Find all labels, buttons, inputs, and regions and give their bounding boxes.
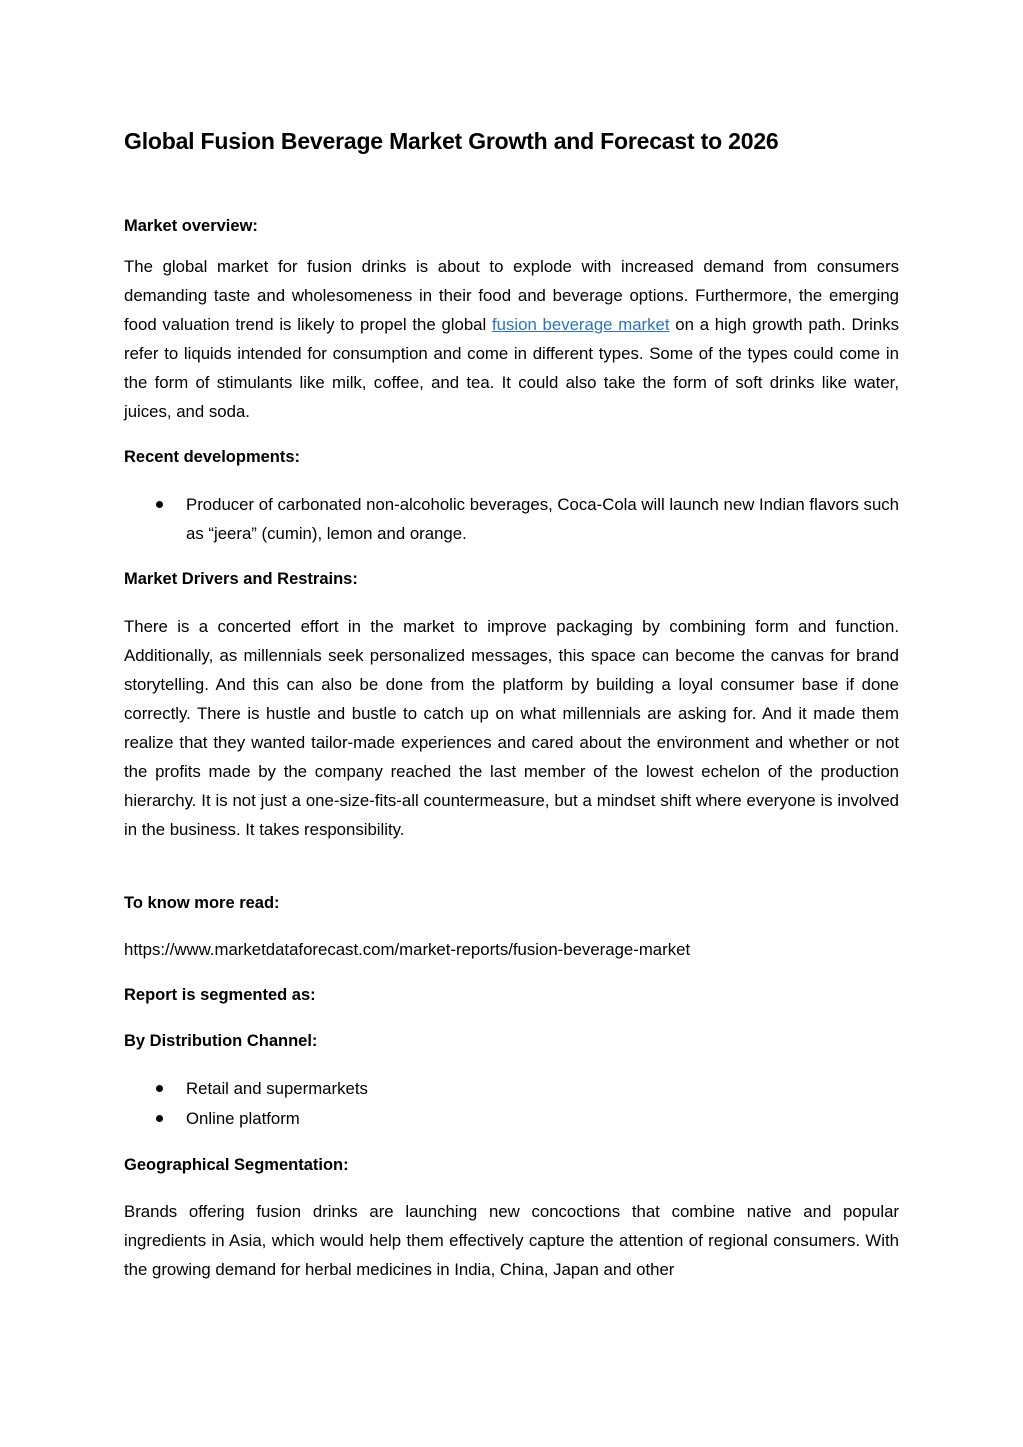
document-title: Global Fusion Beverage Market Growth and Forecast to 2026	[124, 128, 779, 154]
list-item-text: Producer of carbonated non-alcoholic beverages, Coca-Cola will launch new Indian flavors such as “jeera” (cumin), lemon and orange.	[186, 495, 899, 543]
list-item-text: Online platform	[186, 1109, 300, 1128]
market-overview-heading: Market overview:	[124, 217, 258, 235]
fusion-beverage-market-link[interactable]: fusion beverage market	[492, 315, 670, 334]
bullet-icon	[156, 1115, 163, 1122]
recent-developments-list	[124, 490, 899, 549]
market-overview-paragraph	[124, 252, 899, 426]
market-drivers-heading: Market Drivers and Restrains:	[124, 570, 358, 588]
recent-developments-heading: Recent developments:	[124, 448, 301, 466]
market-drivers-paragraph: There is a concerted effort in the market to improve packaging by combining form and function. Additionally, as millennials seek personalized messages, this space can become the canvas for brand storytelling. And this can also be done from the platform by building a loyal consumer base if done correctly. There is hustle and bustle to catch up on what millennials are asking for. And it made them realize that they wanted tailor-made experiences and cared about the environment and whether or not the profits made by the company reached the last member of the lowest echelon of the production hierarchy. It is not just a one-size-fits-all countermeasure, but a mindset shift where everyone is involved in the business. It takes responsibility.	[124, 617, 899, 839]
list-item	[124, 1104, 899, 1133]
market-overview-text-after-link: on a high growth path. Drinks refer to liquids intended for consumption and come in different types. Some of the types could come in the form of stimulants like milk, coffee, and tea. It could also take the form of soft drinks like water, juices, and soda.	[124, 315, 899, 421]
geographical-segmentation-paragraph: Brands offering fusion drinks are launching new concoctions that combine native and popular ingredients in Asia, which would help them effectively capture the attention of regional consumers. With the growing demand for herbal medicines in India, China, Japan and other	[124, 1202, 899, 1279]
bullet-icon	[156, 1085, 163, 1092]
distribution-channel-heading: By Distribution Channel:	[124, 1032, 318, 1050]
geographical-segmentation-heading: Geographical Segmentation:	[124, 1156, 349, 1174]
distribution-channel-list	[124, 1074, 899, 1134]
list-item-text: Retail and supermarkets	[186, 1079, 368, 1098]
market-overview-text-before-link: The global market for fusion drinks is about to explode with increased demand from consumers demanding taste and wholesomeness in their food and beverage options. Furthermore, the emerging food valuation trend is likely to propel the global	[124, 257, 899, 334]
report-url: https://www.marketdataforecast.com/market-reports/fusion-beverage-market	[124, 940, 691, 959]
bullet-icon	[156, 501, 163, 508]
list-item	[124, 490, 899, 548]
know-more-heading: To know more read:	[124, 894, 280, 912]
segmentation-heading: Report is segmented as:	[124, 986, 316, 1004]
list-item	[124, 1074, 899, 1103]
